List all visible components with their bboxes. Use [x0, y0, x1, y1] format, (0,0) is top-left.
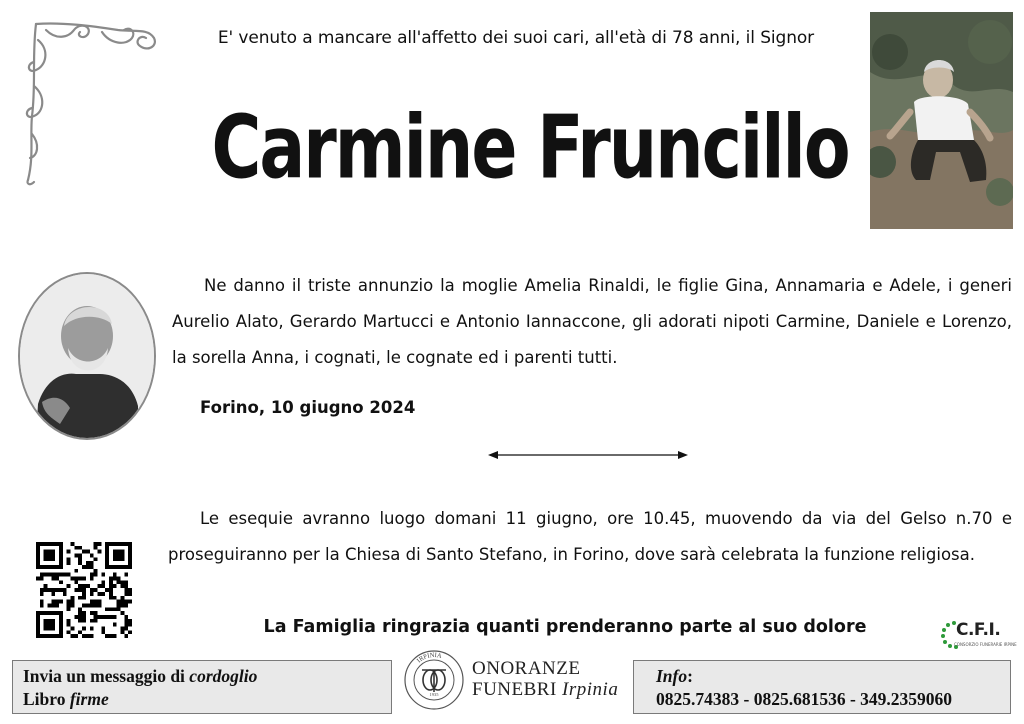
logo-top-text: IRPINIA — [415, 651, 443, 665]
corner-ornament — [22, 16, 162, 188]
guestbook-label-italic: firme — [69, 689, 109, 709]
phone-numbers[interactable]: 0825.74383 - 0825.681536 - 349.2359060 — [656, 689, 953, 709]
religious-portrait-oval — [18, 272, 156, 440]
cfi-subtitle: CONSORZIO FUNERARIE IRPINE — [954, 642, 1017, 647]
funeral-home-logo — [402, 646, 466, 712]
announcement-text: Ne danno il triste annunzio la moglie Amelia Rinaldi, le figlie Gina, Annamaria e Adele, i generi Aurelio Alato, Gerardo Martucci e Antonio Iannaccone, gli adorati nipoti Carmine, Daniele e Lorenzo, la sorella Anna, i cognati, le cognate ed i parenti tutti. — [172, 276, 1012, 367]
intro-text: E' venuto a mancare all'affetto dei suoi cari, all'età di 78 anni, il Signor — [217, 28, 815, 48]
cfi-mark: C.F.I. — [956, 620, 1001, 640]
guestbook-label: Libro — [23, 689, 70, 709]
brand-line-2-prefix: FUNEBRI — [472, 679, 563, 700]
funeral-details: Le esequie avranno luogo domani 11 giugno, ore 10.45, muovendo da via del Gelso n.70 e proseguiranno per la Chiesa di Santo Stefano, in Forino, dove sarà celebrata la funzione religiosa. — [168, 509, 1012, 564]
deceased-name: Carmine Fruncillo — [211, 98, 849, 200]
logo-year: 1935 — [429, 692, 439, 697]
condolence-box[interactable] — [12, 660, 392, 714]
info-colon: : — [687, 666, 693, 686]
qr-code[interactable] — [36, 542, 132, 638]
arrow-divider — [488, 448, 688, 462]
send-condolence-link[interactable] — [23, 665, 381, 688]
funeral-home-brand — [472, 658, 618, 700]
brand-line-2 — [472, 679, 618, 700]
cfi-logo — [936, 616, 1016, 654]
brand-line-2-italic: Irpinia — [562, 679, 619, 700]
guestbook-link[interactable] — [23, 688, 381, 711]
info-label: Info — [656, 666, 688, 686]
info-box — [633, 660, 1011, 714]
place-date: Forino, 10 giugno 2024 — [200, 398, 416, 417]
family-thanks: La Famiglia ringrazia quanti prenderanno parte al suo dolore — [263, 617, 867, 637]
brand-line-1: ONORANZE — [472, 658, 581, 679]
condolence-label: Invia un messaggio di — [23, 666, 190, 686]
padre-pio-portrait — [20, 274, 154, 438]
deceased-photo — [870, 12, 1013, 229]
info-label-line — [656, 665, 988, 688]
condolence-label-italic: cordoglio — [189, 666, 258, 686]
